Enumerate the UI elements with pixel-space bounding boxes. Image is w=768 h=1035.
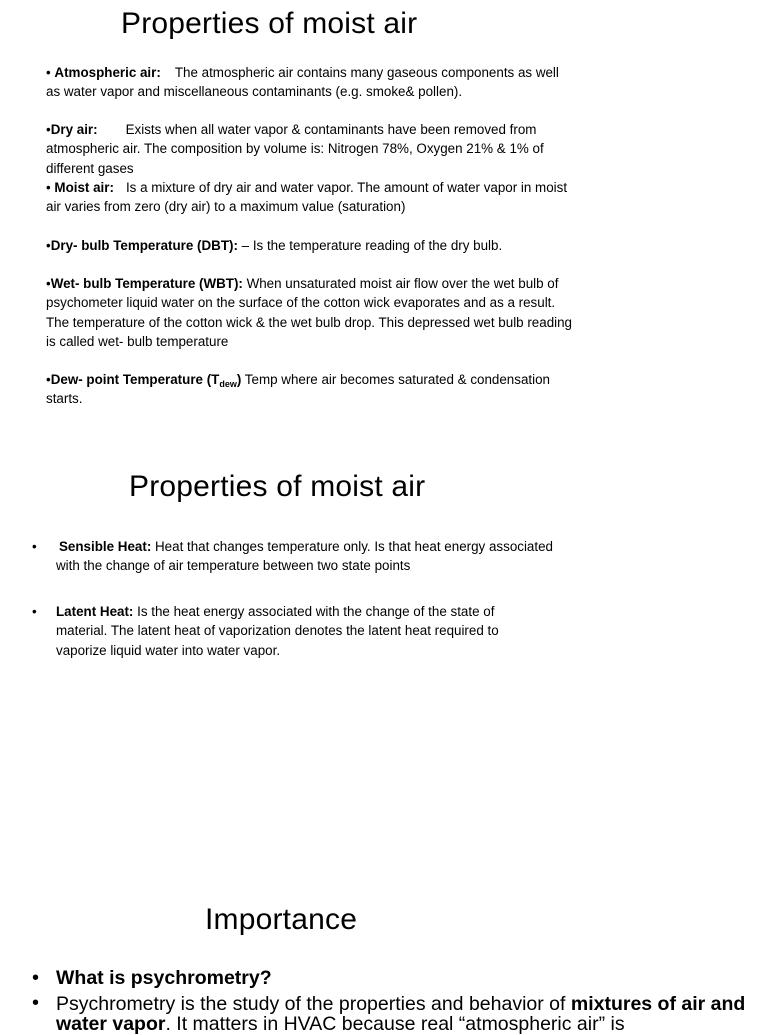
wet-bulb-text: When unsaturated moist air flow over the wet bulb of psychometer liquid water on the surface of the cotton wick evaporates and as a result. The temperature of the cotton wick & the wet bulb drop. This depressed wet bulb reading is called wet- bulb temperature <box>46 276 573 349</box>
section1-title: Properties of moist air <box>121 7 418 40</box>
dew-point-term <box>51 372 242 387</box>
sensible-heat-item <box>56 537 556 576</box>
bullet: • <box>32 967 40 989</box>
sensible-heat-term: Sensible Heat: <box>59 539 152 554</box>
dew-point-text: Temp where air becomes saturated & condensation starts. <box>46 372 550 407</box>
sensible-heat-text: Heat that changes temperature only. Is that heat energy associated with the change of air temperature between two state points <box>56 539 553 574</box>
dew-point-term-text: Dew- point Temperature (T <box>50 372 220 387</box>
atmospheric-air-term: Atmospheric air: <box>54 65 161 80</box>
dew-point-term-end: ) <box>236 372 242 387</box>
bullet: • <box>32 992 40 1014</box>
bullet: • <box>46 65 55 80</box>
atmospheric-air-item <box>46 63 576 102</box>
dry-bulb-term: Dry- bulb Temperature (DBT): <box>50 238 238 253</box>
psychrometry-question-text: What is psychrometry? <box>56 967 272 989</box>
latent-heat-term: Latent Heat: <box>56 604 134 619</box>
psychrometry-answer <box>56 994 746 1034</box>
answer-bold-1: mixtures of <box>570 993 676 1015</box>
answer-bold-2: air and water vapor <box>56 993 746 1035</box>
bullet: • <box>46 122 51 137</box>
bullet: • <box>46 276 51 291</box>
wet-bulb-item <box>46 274 576 351</box>
dry-air-item <box>46 120 576 178</box>
bullet: • <box>32 604 37 619</box>
latent-heat-text: Is the heat energy associated with the change of the state of material. The latent heat of vaporization denotes the latent heat required to vaporize liquid water into water vapor. <box>56 604 499 658</box>
section2-title: Properties of moist air <box>129 470 426 503</box>
section3-title: Importance <box>205 903 358 936</box>
answer-text-a: Psychrometry is the study of the properties and behavior of <box>56 993 571 1015</box>
psychrometry-question <box>56 968 756 988</box>
latent-heat-item <box>56 602 541 660</box>
dew-subscript: dew <box>219 379 237 389</box>
answer-text-b: . It matters in HVAC because real “atmospheric air” is <box>165 1013 625 1035</box>
moist-air-term: Moist air: <box>54 180 114 195</box>
dry-bulb-item <box>46 236 576 255</box>
moist-air-text: Is a mixture of dry air and water vapor. The amount of water vapor in moist air varies from zero (dry air) to a maximum value (saturation) <box>46 180 568 215</box>
dry-air-text: Exists when all water vapor & contaminants have been removed from atmospheric air. The composition by volume is: Nitrogen 78%, Oxygen 21% & 1% of different gases <box>46 122 544 176</box>
dew-point-item <box>46 370 576 409</box>
bullet: • <box>32 539 37 554</box>
dry-air-term: Dry air: <box>50 122 98 137</box>
dry-bulb-text: – Is the temperature reading of the dry bulb. <box>237 238 503 253</box>
atmospheric-air-text: The atmospheric air contains many gaseous components as well as water vapor and miscellaneous contaminants (e.g. smoke& pollen). <box>46 65 559 100</box>
moist-air-item <box>46 178 576 217</box>
bullet: • <box>46 180 55 195</box>
bullet: • <box>46 238 51 253</box>
wet-bulb-term: Wet- bulb Temperature (WBT): <box>50 276 243 291</box>
bullet: • <box>46 372 51 387</box>
